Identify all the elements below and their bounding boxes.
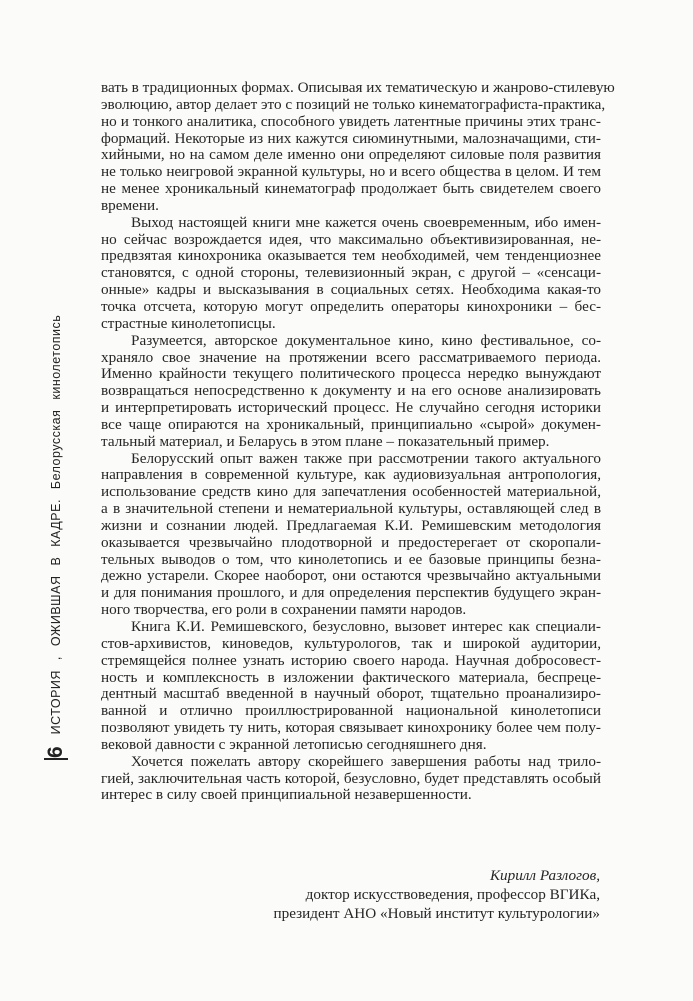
text-line: ного творчества, его роли в сохранении памяти народов. [101, 601, 467, 619]
paragraph [101, 754, 601, 805]
text-line: и для понимания прошлого, и для определения перспектив будущего экран- [101, 584, 601, 602]
body-text [101, 79, 615, 804]
text-line: интерес в силу своей принципиальной незавершенности. [101, 786, 472, 804]
text-line: Книга К.И. Ремишевского, безусловно, вызовет интерес как специали- [131, 618, 601, 635]
text-line: но сейчас возрождается идея, что максимально объективизированная, не- [101, 230, 601, 248]
text-line: Разумеется, авторское документальное кино, кино фестивальное, со- [131, 331, 601, 349]
running-header [44, 315, 68, 760]
signature-name: Кирилл Разлогов, [489, 867, 600, 884]
text-line: позволяют увидеть ту нить, которая связывает кинохронику более чем полу- [101, 719, 601, 737]
text-line: тельных выводов о том, что кинолетопись и ее базовые принципы безна- [101, 550, 601, 568]
text-line: Выход настоящей книги мне кажется очень своевременным, ибо имен- [131, 213, 601, 231]
text-line: формаций. Некоторые из них кажутся сиюминутными, малозначащими, сти- [101, 129, 601, 147]
text-line: не менее хроникальный кинематограф продолжает быть свидетелем своего [101, 180, 601, 198]
paragraph [101, 79, 615, 215]
text-line: дентный масштаб введенной в научный оборот, тщательно проанализиро- [101, 685, 601, 703]
text-line: стремящейся полнее узнать историю своего народа. Научная добросовест- [101, 651, 601, 669]
text-line: но и тонкого аналитика, способного увидеть латентные причины этих транс- [101, 112, 601, 130]
text-line: использование средств кино для запечатления особенностей материальной, [101, 483, 601, 501]
signature-title-2: президент АНО «Новый институт культурологии» [273, 905, 600, 922]
text-line: Белорусский опыт важен также при рассмотрении такого актуального [131, 449, 601, 467]
text-line: и интерпретировать исторический процесс. Не случайно сегодня историки [101, 399, 601, 417]
text-line: хийными, но на самом деле именно они определяют силовые поля развития [101, 146, 601, 164]
text-line: вековой давности с экранной летописью сегодняшнего дня. [101, 735, 487, 753]
text-line: становятся, с одной стороны, телевизионный экран, с другой – «сенсаци- [101, 264, 601, 282]
text-line: возвращаться непосредственно к документу и на его основе анализировать [101, 382, 601, 400]
text-line: Именно крайности текущего политического процесса нередко вынуждают [101, 365, 601, 383]
text-line: храняло свое значение на протяжении всего рассматриваемого периода. [101, 348, 601, 366]
text-line: эволюцию, автор делает это с позиций не только кинематографиста-практика, [101, 95, 606, 113]
paragraph [101, 619, 601, 754]
text-line: не только неигровой экранной культуры, но и всего общества в целом. И тем [101, 163, 601, 181]
text-line: онные» кадры и высказывания в социальных сетях. Необходима какая-то [101, 281, 601, 299]
text-line: жизни и сознании людей. Предлагаемая К.И. Ремишевским методология [101, 516, 601, 534]
text-line: оказывается чрезвычайно плодотворной и предостерегает от скоропали- [101, 533, 601, 551]
running-title: ИСТОРИЯ , ОЖИВШАЯ В КАДРЕ. Белорусская кинолетопись [49, 314, 63, 735]
text-line: вать в традиционных формах. Описывая их тематическую и жанрово-стилевую [101, 79, 615, 96]
text-line: времени. [101, 196, 159, 214]
page-number: 6 [44, 746, 67, 758]
text-line: точка отсчета, которую могут определить операторы кинохроники – бес- [101, 297, 601, 315]
text-line: предвзятая кинохроника оказывается тем необходимей, чем тенденциознее [101, 247, 601, 265]
signature-block [274, 866, 600, 923]
text-line: тальный материал, и Беларусь в этом плане – показательный пример. [101, 432, 550, 450]
text-line: направления в современной культуре, как аудиовизуальная антропология, [101, 466, 601, 484]
text-line: гией, заключительная часть которой, безусловно, будет представлять особый [101, 769, 601, 787]
text-line: ванной и отлично проиллюстрированной национальной кинолетописи [101, 702, 601, 720]
signature-title-1: доктор искусствоведения, профессор ВГИКа, [305, 886, 600, 903]
text-line: ность и комплексность в изложении фактического материала, беспреце- [101, 668, 601, 686]
text-line: страстные кинолетописцы. [101, 314, 276, 332]
paragraph [101, 215, 601, 333]
text-line: стов-архивистов, киноведов, культурологов, так и широкой аудитории, [101, 634, 601, 652]
paragraph [101, 333, 601, 451]
text-line: Хочется пожелать автору скорейшего завершения работы над трило- [131, 752, 601, 770]
text-line: все чаще опираются на хроникальный, принципиально «сырой» докумен- [101, 415, 601, 433]
text-line: дежно устарели. Скорее наоборот, они остаются чрезвычайно актуальными [101, 567, 601, 585]
text-line: а в значительной степени и нематериальной культуры, оставляющей след в [101, 500, 601, 518]
paragraph [101, 451, 601, 619]
